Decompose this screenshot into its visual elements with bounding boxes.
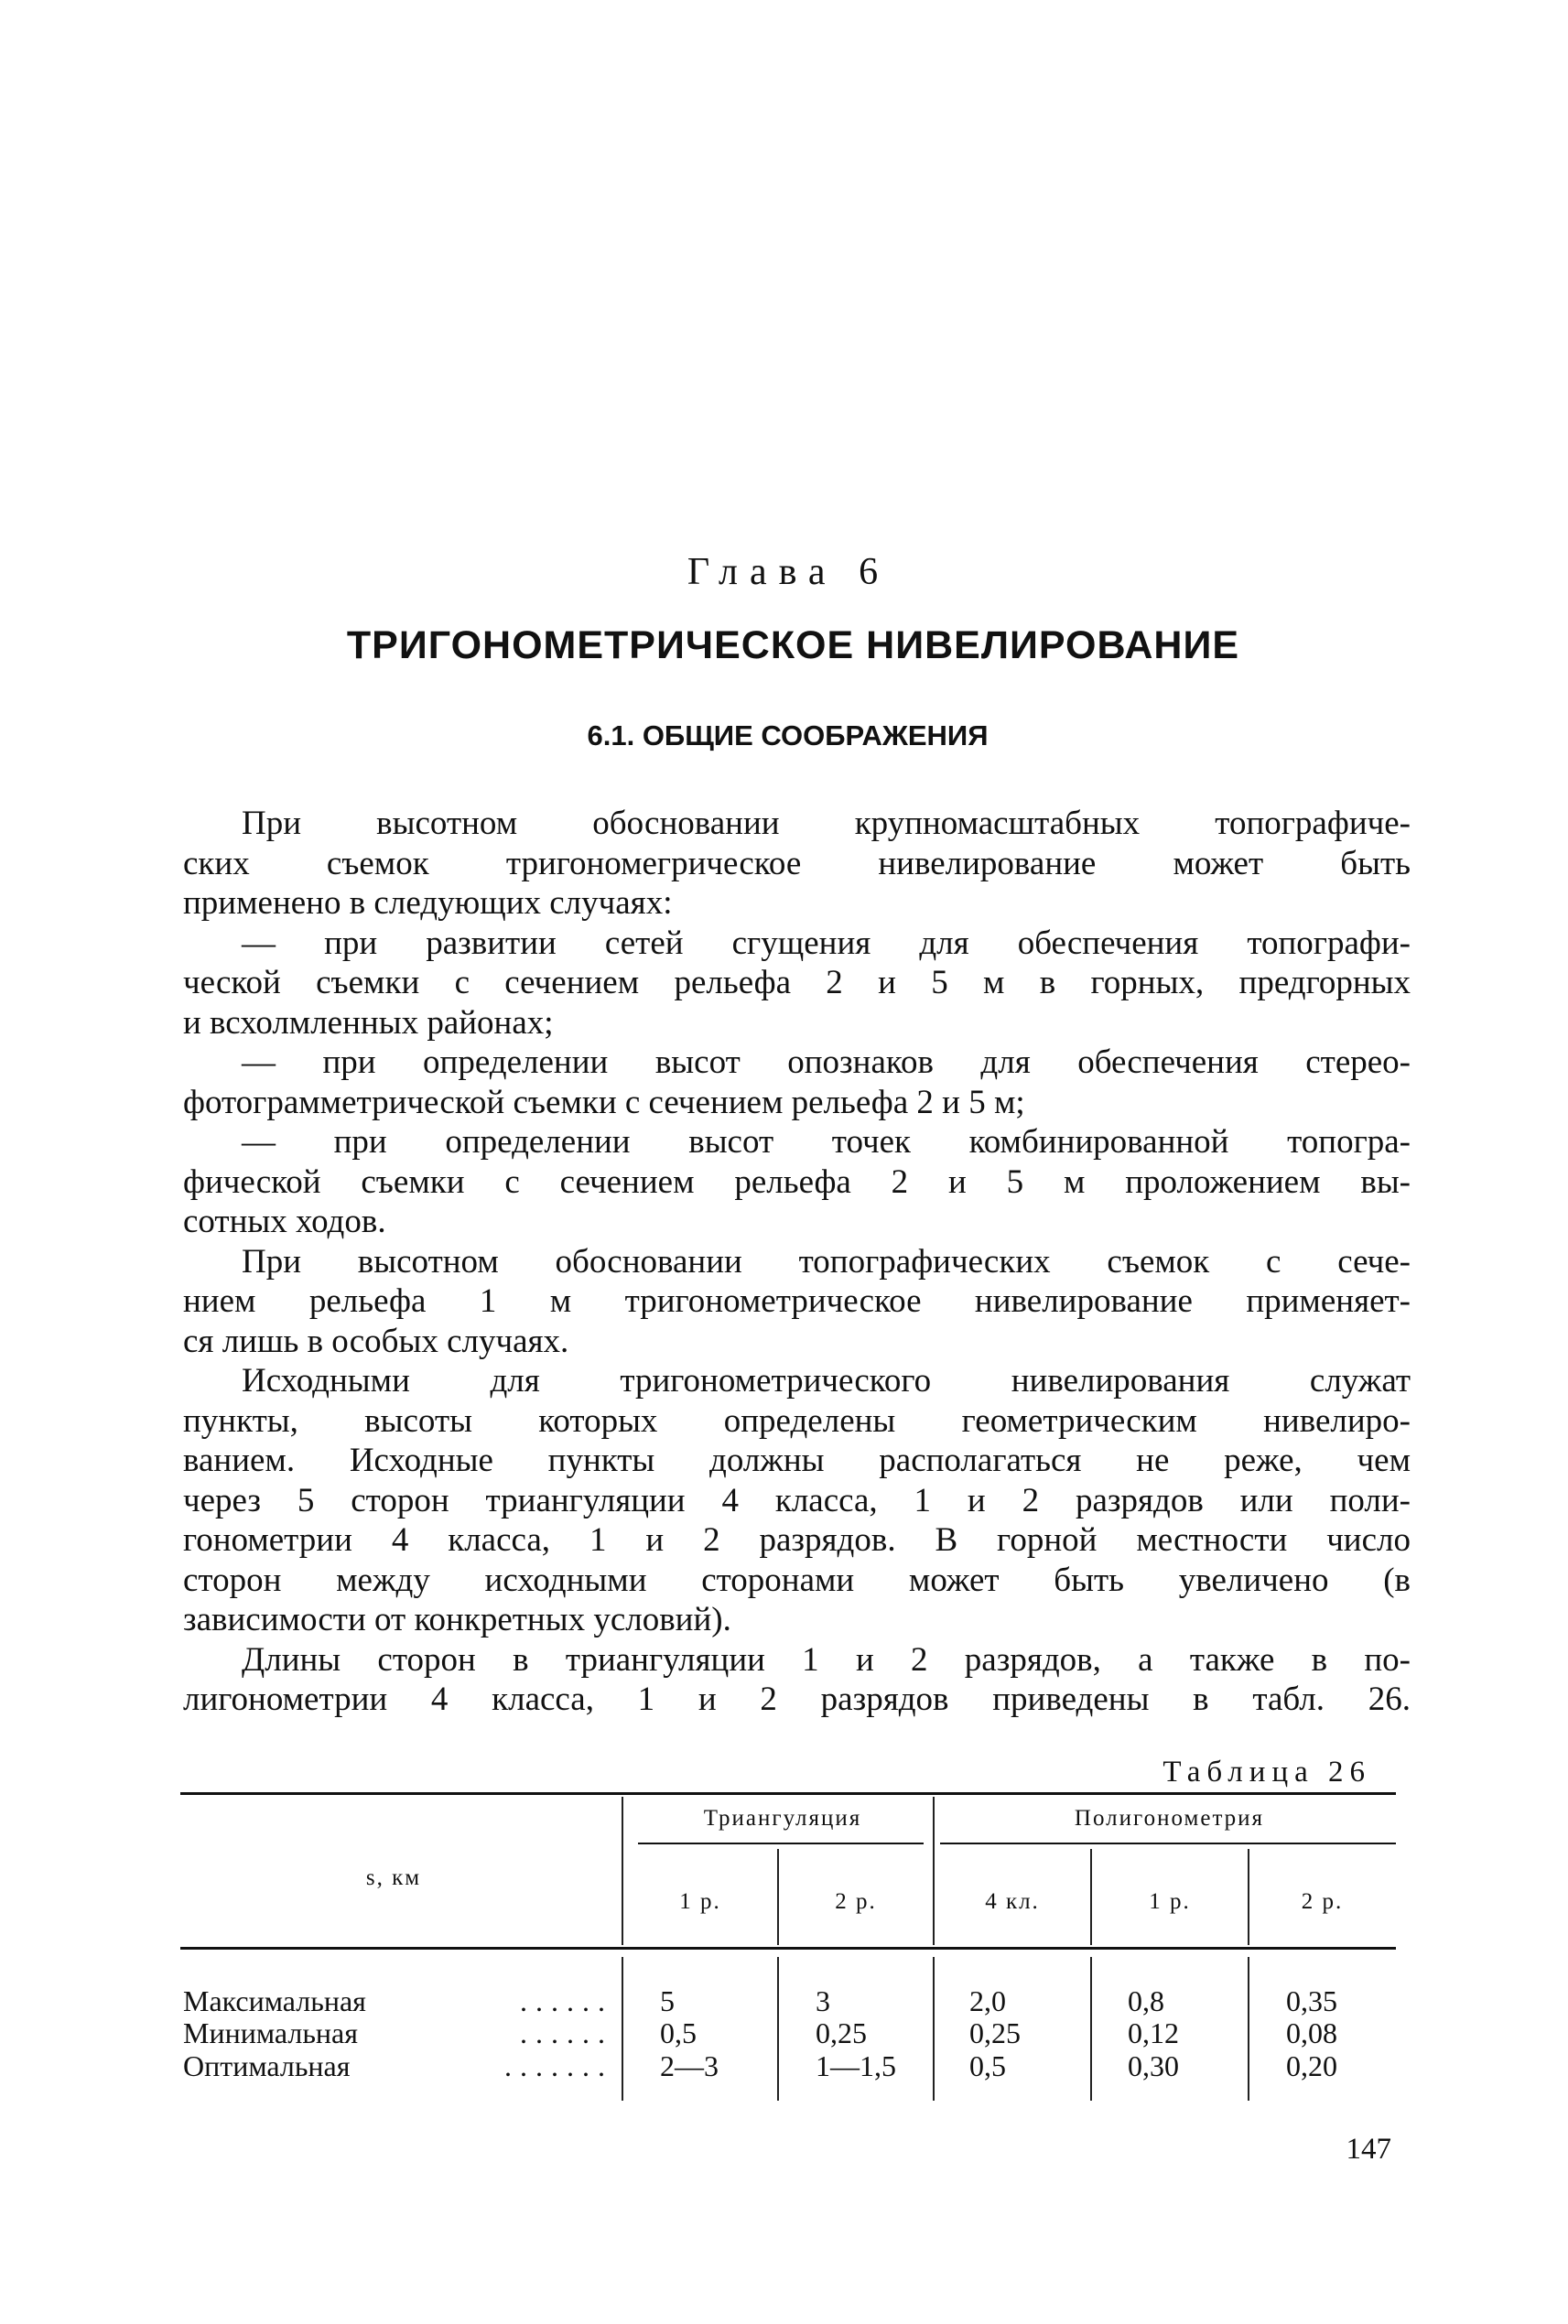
chapter-heading: Глава 6: [687, 551, 891, 593]
column-divider: [1248, 1957, 1249, 2101]
text-line: При высотном обосновании крупномасштабных топографиче-: [242, 805, 1411, 842]
column-header: 2 р.: [1301, 1889, 1344, 1914]
dot-leader: .......: [504, 2049, 613, 2082]
table-cell: 0,8: [1128, 1984, 1164, 2017]
text-line: фической съемки с сечением рельефа 2 и 5 м проложением вы-: [183, 1162, 1411, 1201]
row-label: [183, 1984, 613, 2017]
text-line: — при определении высот точек комбинированной топогра-: [242, 1123, 1411, 1161]
table-cell: 5: [660, 1984, 675, 2017]
table-cell: 2—3: [660, 2049, 719, 2082]
table-cell: 1—1,5: [816, 2049, 896, 2082]
column-header: 1 р.: [679, 1889, 721, 1914]
column-divider: [622, 1957, 623, 2101]
column-header: 1 р.: [1149, 1889, 1191, 1914]
table-cell: 0,08: [1286, 2016, 1337, 2049]
column-divider: [933, 1957, 935, 2101]
text-line: лигонометрии 4 класса, 1 и 2 разрядов приведены в табл. 26.: [183, 1681, 1411, 1718]
text-line: — при развитии сетей сгущения для обеспечения топографи-: [242, 924, 1411, 962]
text-line: и всхолмленных районах;: [183, 1003, 554, 1042]
text-line: нием рельефа 1 м тригонометрическое нивелирование применяет-: [183, 1282, 1411, 1320]
body-text: [183, 804, 1411, 1720]
table-cell: 0,12: [1128, 2016, 1179, 2049]
group-header-triangulation: Триангуляция: [703, 1806, 862, 1831]
text-line: гонометрии 4 класса, 1 и 2 разрядов. В горной местности число: [183, 1521, 1411, 1559]
row-label-text: Оптимальная: [183, 2049, 351, 2082]
text-line: ся лишь в особых случаях.: [183, 1322, 569, 1360]
group-rule-triangulation: [638, 1843, 924, 1844]
column-header: 2 р.: [835, 1889, 877, 1914]
text-line: применено в следующих случаях:: [183, 884, 673, 922]
text-line: ских съемок тригономегрическое нивелирование может быть: [183, 844, 1411, 882]
table-cell: 0,25: [969, 2016, 1021, 2049]
row-label-text: Максимальная: [183, 1984, 366, 2017]
table-header-rule: [180, 1947, 1396, 1950]
group-rule-polygonometry: [940, 1843, 1396, 1844]
row-label: [183, 2016, 613, 2049]
row-label: [183, 2049, 613, 2082]
table-cell: 0,25: [816, 2016, 867, 2049]
text-line: При высотном обосновании топографических съемок с сече-: [242, 1242, 1411, 1281]
page-number: 147: [1346, 2133, 1391, 2166]
text-line: зависимости от конкретных условий).: [183, 1601, 731, 1638]
text-line: фотограмметрической съемки с сечением рельефа 2 и 5 м;: [183, 1083, 1025, 1121]
text-line: пункты, высоты которых определены геометрическим нивелиро-: [183, 1401, 1411, 1440]
chapter-title: ТРИГОНОМЕТРИЧЕСКОЕ НИВЕЛИРОВАНИЕ: [346, 623, 1240, 667]
table-cell: 0,5: [660, 2016, 697, 2049]
dot-leader: ......: [520, 1984, 613, 2017]
table-cell: 0,5: [969, 2049, 1006, 2082]
table-cell: 0,30: [1128, 2049, 1179, 2082]
column-header: 4 кл.: [985, 1889, 1040, 1914]
text-line: сторон между исходными сторонами может быть увеличено (в: [183, 1561, 1411, 1599]
table-top-rule: [180, 1792, 1396, 1795]
column-divider: [1090, 1957, 1092, 2101]
text-line: сотных ходов.: [183, 1203, 386, 1240]
column-divider: [777, 1957, 779, 2101]
table-caption: Таблица 26: [1162, 1756, 1371, 1789]
row-label-text: Минимальная: [183, 2016, 358, 2049]
table-cell: 2,0: [969, 1984, 1006, 2017]
dot-leader: ......: [520, 2016, 613, 2049]
text-line: — при определении высот опознаков для обеспечения стерео-: [242, 1043, 1411, 1081]
text-line: ческой съемки с сечением рельефа 2 и 5 м в горных, предгорных: [183, 964, 1411, 1001]
stub-header: s, км: [365, 1865, 422, 1890]
table-cell: 0,35: [1286, 1984, 1337, 2017]
group-header-polygonometry: Полигонометрия: [1074, 1806, 1265, 1831]
text-line: ванием. Исходные пункты должны располагаться не реже, чем: [183, 1442, 1411, 1479]
column-divider: [622, 1797, 623, 1945]
section-heading: 6.1. ОБЩИЕ СООБРАЖЕНИЯ: [587, 719, 989, 751]
table-cell: 0,20: [1286, 2049, 1337, 2082]
text-line: Исходными для тригонометрического нивелирования служат: [242, 1362, 1411, 1400]
text-line: Длины сторон в триангуляции 1 и 2 разрядов, а также в по-: [242, 1640, 1411, 1679]
text-line: через 5 сторон триангуляции 4 класса, 1 и 2 разрядов или поли-: [183, 1481, 1411, 1519]
table-cell: 3: [816, 1984, 830, 2017]
